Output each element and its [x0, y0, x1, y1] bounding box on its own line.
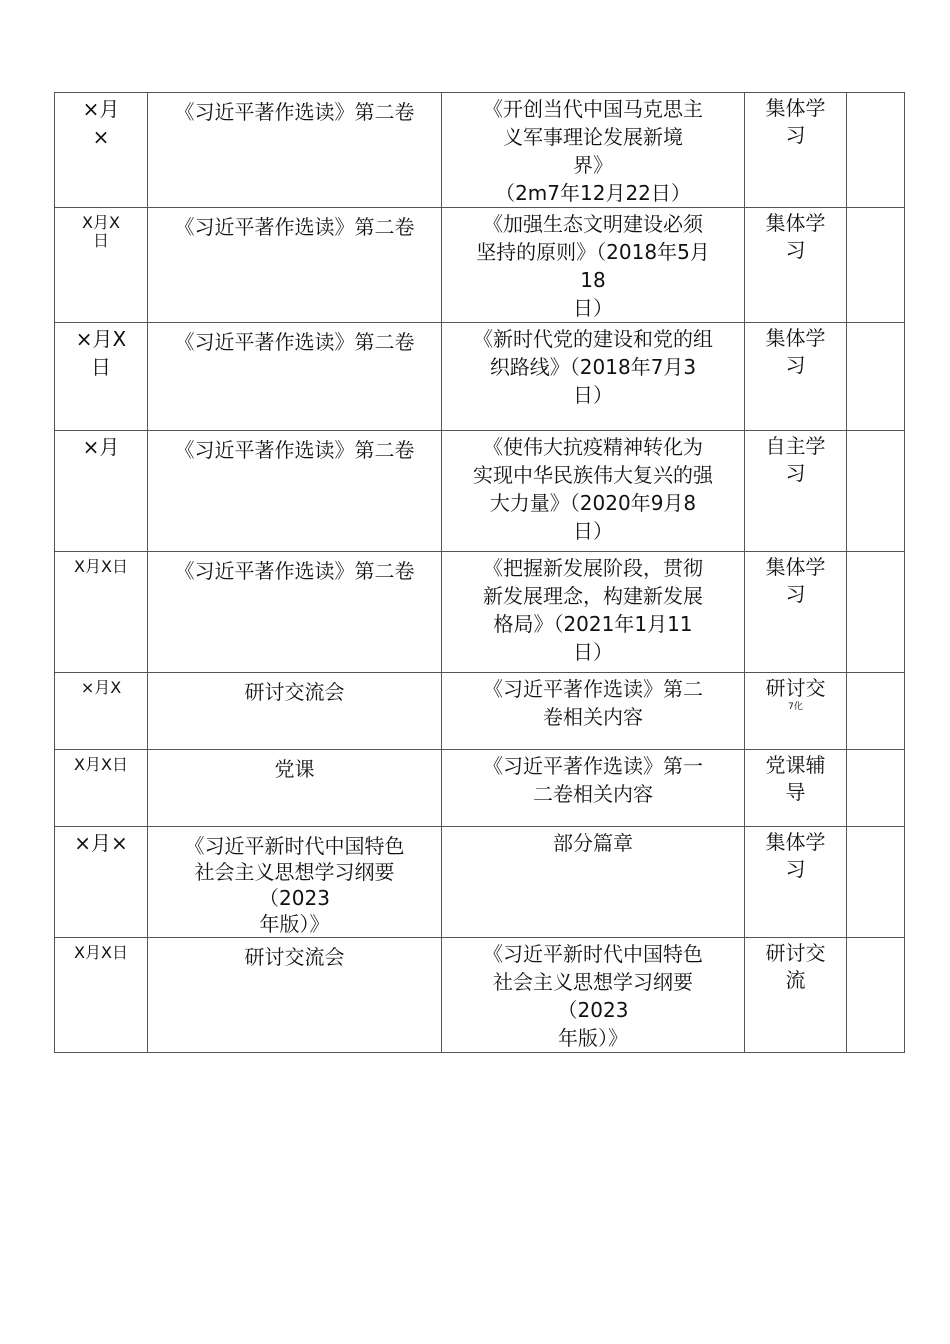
study-material: 党课 — [274, 757, 315, 781]
study-plan-body — [55, 93, 905, 1053]
study-date-cell — [55, 673, 148, 750]
study-topic: 《开创当代中国马克思主 义军事理论发展新境 界》 （2m7年12月22日） — [483, 97, 703, 205]
study-form-label: 集体学 习 — [765, 555, 826, 606]
study-material-cell — [148, 750, 442, 827]
study-material: 《习近平著作选读》第二卷 — [174, 559, 415, 583]
table-row — [55, 323, 905, 431]
study-note-cell — [847, 93, 905, 208]
study-topic: 《新时代党的建设和党的组 织路线》（2018年7月3 日） — [473, 327, 713, 407]
study-form-cell — [745, 93, 847, 208]
study-note-cell — [847, 938, 905, 1053]
study-material: 研讨交流会 — [244, 945, 345, 969]
study-material: 《习近平著作选读》第二卷 — [174, 215, 415, 239]
study-form-cell — [745, 431, 847, 552]
study-note-cell — [847, 208, 905, 323]
table-row — [55, 93, 905, 208]
study-material: 《习近平著作选读》第二卷 — [174, 100, 415, 124]
study-topic-cell — [442, 208, 745, 323]
study-date-cell — [55, 431, 148, 552]
study-form-cell — [745, 552, 847, 673]
study-note — [847, 431, 904, 433]
study-form — [745, 208, 846, 264]
study-topic-cell — [442, 827, 745, 938]
study-note — [847, 208, 904, 210]
study-date: X月X日 — [74, 557, 128, 576]
study-form-label: 党课辅 导 — [765, 753, 826, 804]
study-topic: 《习近平著作选读》第二 卷相关内容 — [483, 677, 703, 729]
study-topic-cell — [442, 552, 745, 673]
study-form-label: 自主学 习 — [765, 434, 826, 485]
study-date: ×月× — [74, 831, 128, 855]
study-form-label: 集体学 习 — [765, 326, 826, 377]
study-date: ×月 × — [82, 97, 120, 149]
study-note — [847, 673, 904, 675]
study-plan-table — [54, 92, 905, 1053]
study-material: 《习近平著作选读》第二卷 — [174, 438, 415, 462]
study-topic-cell — [442, 323, 745, 431]
study-note-cell — [847, 431, 905, 552]
study-topic: 《习近平著作选读》第一 二卷相关内容 — [483, 754, 703, 806]
study-material-cell — [148, 673, 442, 750]
table-row — [55, 673, 905, 750]
table-row — [55, 938, 905, 1053]
study-material-cell — [148, 208, 442, 323]
study-date-cell — [55, 208, 148, 323]
study-material-cell — [148, 938, 442, 1053]
study-form-cell — [745, 938, 847, 1053]
study-date-cell — [55, 750, 148, 827]
study-material: 《习近平著作选读》第二卷 — [174, 330, 415, 354]
study-note-cell — [847, 750, 905, 827]
study-form-cell — [745, 673, 847, 750]
study-date: ×月X — [80, 678, 122, 697]
study-note-cell — [847, 827, 905, 938]
study-form-label: 集体学 习 — [765, 830, 826, 881]
study-topic-cell — [442, 673, 745, 750]
study-material-cell — [148, 431, 442, 552]
study-form-cell — [745, 323, 847, 431]
study-material-cell — [148, 93, 442, 208]
study-topic-cell — [442, 938, 745, 1053]
study-topic-cell — [442, 93, 745, 208]
study-form — [745, 431, 846, 487]
study-form — [745, 93, 846, 149]
study-form — [745, 552, 846, 608]
study-topic: 《使伟大抗疫精神转化为 实现中华民族伟大复兴的强 大力量》（2020年9月8 日） — [473, 435, 713, 543]
study-date-cell — [55, 827, 148, 938]
study-form-label: 研讨交 流 — [765, 941, 826, 992]
study-date: ×月X 日 — [75, 327, 127, 379]
study-note-cell — [847, 323, 905, 431]
study-form-label: 集体学 习 — [765, 96, 826, 147]
study-form-cell — [745, 827, 847, 938]
study-note — [847, 938, 904, 940]
study-form-label: 集体学 习 — [765, 211, 826, 262]
table-row — [55, 750, 905, 827]
study-note-cell — [847, 673, 905, 750]
study-date: X月X日 — [74, 943, 128, 962]
study-date: ×月 — [82, 435, 120, 459]
study-form-footnote: 7化 — [788, 702, 803, 712]
study-topic-cell — [442, 750, 745, 827]
study-material: 《习近平新时代中国特色 社会主义思想学习纲要 （2023 年版）》 — [184, 834, 405, 936]
study-form — [745, 750, 846, 806]
study-date: X月X日 — [74, 755, 128, 774]
table-row — [55, 552, 905, 673]
study-topic: 部分篇章 — [553, 831, 633, 855]
study-date-cell — [55, 93, 148, 208]
study-date: X月X 日 — [82, 213, 120, 250]
study-note — [847, 750, 904, 752]
study-form-cell — [745, 208, 847, 323]
study-form-label: 研讨交 — [765, 676, 826, 700]
study-note — [847, 323, 904, 325]
study-note-cell — [847, 552, 905, 673]
study-material-cell — [148, 827, 442, 938]
study-note — [847, 552, 904, 554]
study-form — [745, 323, 846, 379]
study-note — [847, 93, 904, 95]
study-form — [745, 827, 846, 883]
study-note — [847, 827, 904, 829]
study-topic: 《把握新发展阶段，贯彻 新发展理念，构建新发展 格局》（2021年1月11 日） — [483, 556, 703, 664]
study-form-cell — [745, 750, 847, 827]
study-form — [745, 938, 846, 994]
study-form — [745, 673, 846, 712]
table-row — [55, 431, 905, 552]
study-date-cell — [55, 323, 148, 431]
table-row — [55, 208, 905, 323]
table-row — [55, 827, 905, 938]
study-material-cell — [148, 323, 442, 431]
study-material-cell — [148, 552, 442, 673]
study-date-cell — [55, 552, 148, 673]
study-topic: 《加强生态文明建设必须 坚持的原则》（2018年5月 18 日） — [476, 212, 710, 320]
study-topic-cell — [442, 431, 745, 552]
study-date-cell — [55, 938, 148, 1053]
study-material: 研讨交流会 — [244, 680, 345, 704]
study-topic: 《习近平新时代中国特色 社会主义思想学习纲要 （2023 年版）》 — [483, 942, 703, 1050]
